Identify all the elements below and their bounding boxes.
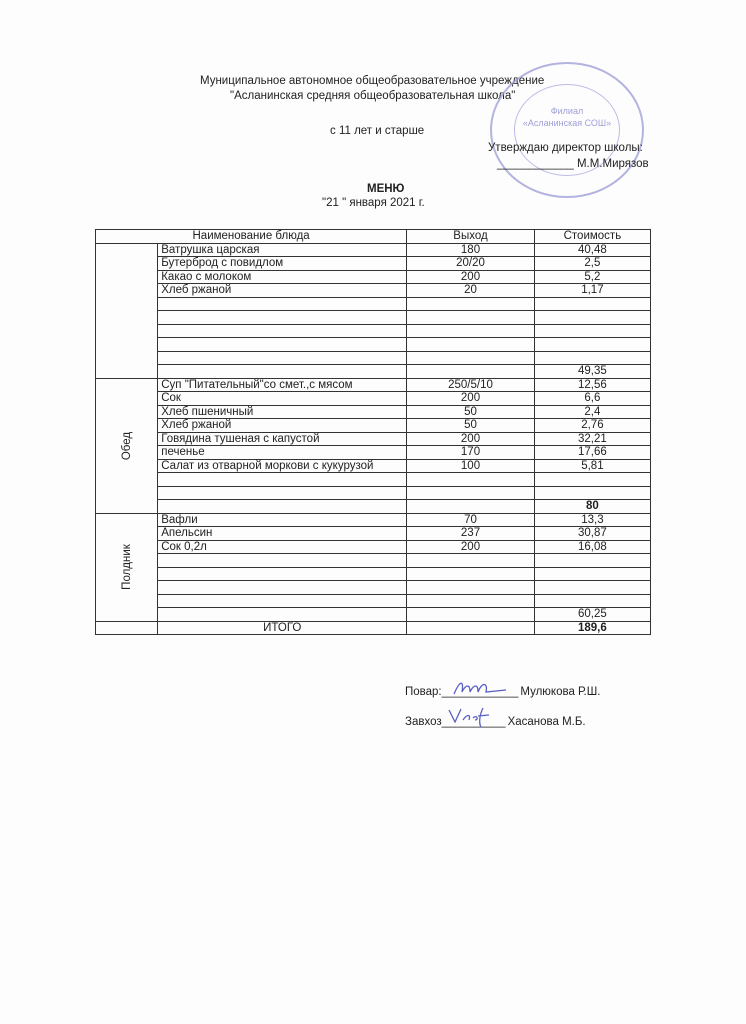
page-title: МЕНЮ (367, 183, 405, 195)
dish-name (158, 581, 407, 595)
cook-label: Повар:____________ (405, 686, 519, 698)
dish-name: Сок (158, 392, 407, 406)
table-row (96, 405, 651, 419)
table-row (96, 392, 651, 406)
org-line2: "Асланинская средняя общеобразовательная школа" (230, 90, 516, 102)
dish-cost: 2,5 (534, 257, 650, 271)
dish-yield: 50 (407, 419, 535, 433)
dish-name: Хлеб пшеничный (158, 405, 407, 419)
table-row (96, 270, 651, 284)
keeper-signature (445, 706, 495, 728)
dish-cost: 17,66 (534, 446, 650, 460)
keeper-label: Завхоз__________ (405, 716, 506, 728)
dish-yield (407, 486, 535, 500)
dish-cost (534, 297, 650, 311)
stamp-line2: «Асланинская СОШ» (522, 118, 612, 128)
dish-yield: 180 (407, 243, 535, 257)
dish-yield (407, 351, 535, 365)
dish-yield: 170 (407, 446, 535, 460)
dish-name (158, 554, 407, 568)
dish-cost: 40,48 (534, 243, 650, 257)
table-row (96, 567, 651, 581)
dish-cost: 6,6 (534, 392, 650, 406)
total-yield-blank (407, 621, 535, 635)
table-row (96, 554, 651, 568)
table-row (96, 473, 651, 487)
dish-cost (534, 324, 650, 338)
dish-yield (407, 473, 535, 487)
dish-cost (534, 567, 650, 581)
age-group: с 11 лет и старше (330, 125, 425, 137)
section-label-cell (96, 243, 158, 378)
table-row (96, 243, 651, 257)
dish-name: Вафли (158, 513, 407, 527)
dish-cost: 12,56 (534, 378, 650, 392)
dish-yield (407, 500, 535, 514)
table-row (96, 594, 651, 608)
menu-table (95, 229, 651, 635)
cook-signature-line (405, 686, 601, 698)
dish-yield (407, 324, 535, 338)
table-row (96, 378, 651, 392)
menu-date: "21 " января 2021 г. (322, 197, 425, 209)
org-line1: Муниципальное автономное общеобразовательное учреждение (200, 75, 545, 87)
keeper-name: Хасанова М.Б. (507, 716, 586, 728)
dish-name: печенье (158, 446, 407, 460)
dish-name: Говядина тушеная с капустой (158, 432, 407, 446)
dish-cost: 32,21 (534, 432, 650, 446)
dish-yield: 20 (407, 284, 535, 298)
header-cost: Стоимость (534, 230, 650, 244)
dish-cost: 5,2 (534, 270, 650, 284)
dish-yield (407, 594, 535, 608)
table-row (96, 432, 651, 446)
dish-cost (534, 581, 650, 595)
dish-cost: 5,81 (534, 459, 650, 473)
dish-name (158, 311, 407, 325)
cook-signature (450, 678, 510, 698)
dish-name: Хлеб ржаной (158, 419, 407, 433)
table-row (96, 257, 651, 271)
dish-name: Хлеб ржаной (158, 284, 407, 298)
dish-yield: 100 (407, 459, 535, 473)
dish-yield: 20/20 (407, 257, 535, 271)
dish-cost: 30,87 (534, 527, 650, 541)
table-row (96, 419, 651, 433)
dish-yield (407, 581, 535, 595)
table-row (96, 581, 651, 595)
dish-yield (407, 338, 535, 352)
total-blank (96, 621, 158, 635)
dish-yield: 200 (407, 540, 535, 554)
stamp-line1: Филиал (550, 106, 584, 116)
table-row (96, 446, 651, 460)
dish-yield: 200 (407, 270, 535, 284)
dish-cost (534, 554, 650, 568)
table-row (96, 297, 651, 311)
section-label-cell (96, 378, 158, 513)
table-row (96, 527, 651, 541)
table-row (96, 284, 651, 298)
dish-name (158, 297, 407, 311)
dish-yield: 70 (407, 513, 535, 527)
dish-cost: 60,25 (534, 608, 650, 622)
dish-name: Бутерброд с повидлом (158, 257, 407, 271)
dish-name: Салат из отварной моркови с кукурузой (158, 459, 407, 473)
dish-cost (534, 486, 650, 500)
dish-name (158, 486, 407, 500)
table-row (96, 608, 651, 622)
dish-yield: 250/5/10 (407, 378, 535, 392)
dish-cost (534, 473, 650, 487)
dish-cost: 2,76 (534, 419, 650, 433)
keeper-signature-line (405, 716, 586, 728)
table-row (96, 351, 651, 365)
dish-cost (534, 311, 650, 325)
school-stamp (490, 62, 644, 198)
dish-name (158, 473, 407, 487)
section-label: Обед (120, 431, 133, 460)
dish-name: Ватрушка царская (158, 243, 407, 257)
dish-name: Сок 0,2л (158, 540, 407, 554)
dish-name: Какао с молоком (158, 270, 407, 284)
dish-yield (407, 554, 535, 568)
dish-name (158, 365, 407, 379)
table-row (96, 486, 651, 500)
dish-name: Суп "Питательный"со смет.,с мясом (158, 378, 407, 392)
dish-yield: 237 (407, 527, 535, 541)
dish-yield (407, 311, 535, 325)
table-header-row (96, 230, 651, 244)
section-label-cell (96, 513, 158, 621)
dish-yield: 50 (407, 405, 535, 419)
dish-name: Апельсин (158, 527, 407, 541)
dish-cost (534, 351, 650, 365)
dish-cost: 16,08 (534, 540, 650, 554)
total-row (96, 621, 651, 635)
dish-yield (407, 365, 535, 379)
dish-yield (407, 297, 535, 311)
table-row (96, 500, 651, 514)
table-row (96, 459, 651, 473)
dish-name (158, 567, 407, 581)
dish-cost: 2,4 (534, 405, 650, 419)
dish-cost: 1,17 (534, 284, 650, 298)
table-row (96, 365, 651, 379)
table-row (96, 513, 651, 527)
dish-name (158, 500, 407, 514)
header-name: Наименование блюда (96, 230, 407, 244)
approve-label: Утверждаю директор школы: (488, 142, 643, 154)
dish-yield: 200 (407, 392, 535, 406)
cook-name: Мулюкова Р.Ш. (520, 686, 601, 698)
dish-name (158, 608, 407, 622)
dish-name (158, 351, 407, 365)
dish-yield: 200 (407, 432, 535, 446)
dish-name (158, 338, 407, 352)
dish-yield (407, 608, 535, 622)
total-cost: 189,6 (534, 621, 650, 635)
dish-yield (407, 567, 535, 581)
director-name: ____________ М.М.Мирязов (497, 158, 649, 170)
dish-cost (534, 594, 650, 608)
total-label: ИТОГО (158, 621, 407, 635)
dish-cost (534, 338, 650, 352)
dish-cost: 49,35 (534, 365, 650, 379)
header-yield: Выход (407, 230, 535, 244)
table-row (96, 540, 651, 554)
table-row (96, 311, 651, 325)
dish-cost: 13,3 (534, 513, 650, 527)
dish-name (158, 594, 407, 608)
table-row (96, 338, 651, 352)
dish-cost: 80 (534, 500, 650, 514)
table-row (96, 324, 651, 338)
dish-name (158, 324, 407, 338)
section-label: Полдник (120, 544, 133, 590)
